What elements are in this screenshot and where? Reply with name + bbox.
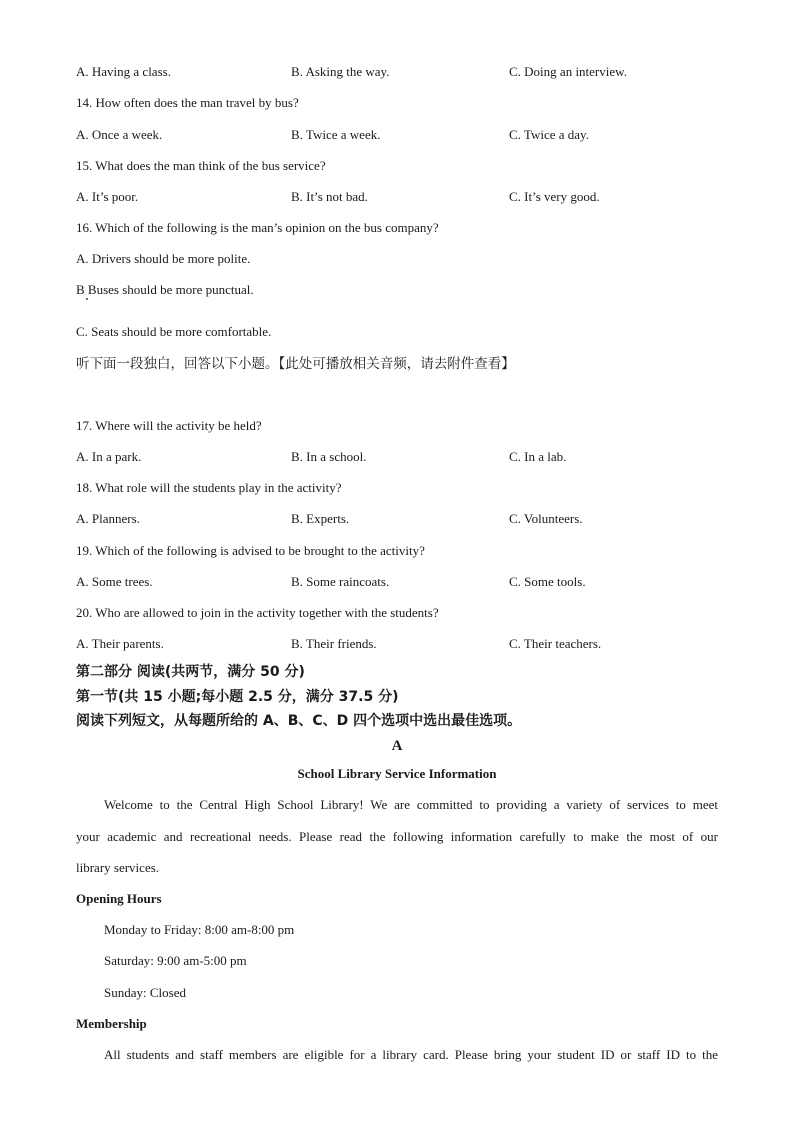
q13-option-b: B. Asking the way.	[291, 64, 390, 79]
q20-option-b: B. Their friends.	[291, 636, 377, 651]
membership-heading: Membership	[76, 1016, 147, 1031]
stray-dot	[86, 298, 88, 300]
q18-option-b: B. Experts.	[291, 511, 350, 526]
passage-title: School Library Service Information	[297, 766, 497, 781]
q13-option-a: A. Having a class.	[76, 64, 171, 79]
q16-option-c: C. Seats should be more comfortable.	[76, 324, 272, 339]
q14-question: 14. How often does the man travel by bus?	[76, 95, 299, 110]
q18-option-a: A. Planners.	[76, 511, 140, 526]
q18-question: 18. What role will the students play in the activity?	[76, 480, 342, 495]
q14-option-a: A. Once a week.	[76, 127, 163, 142]
hours-saturday: Saturday: 9:00 am-5:00 pm	[104, 953, 247, 968]
intro-line-2: your academic and recreational needs. Please read the following information carefully to make the most of our	[76, 829, 718, 844]
q15-option-a: A. It’s poor.	[76, 189, 139, 204]
q15-option-c: C. It’s very good.	[509, 189, 600, 204]
q13-option-c: C. Doing an interview.	[509, 64, 627, 79]
q19-option-a: A. Some trees.	[76, 574, 153, 589]
q15-option-b: B. It’s not bad.	[291, 189, 368, 204]
q17-question: 17. Where will the activity be held?	[76, 418, 262, 433]
section1-title: 第一节(共 15 小题;每小题 2.5 分，满分 37.5 分)	[76, 689, 399, 705]
q14-option-b: B. Twice a week.	[291, 127, 381, 142]
q19-option-c: C. Some tools.	[509, 574, 586, 589]
monologue-instruction: 听下面一段独白，回答以下小题。【此处可播放相关音频，请去附件查看】	[76, 356, 515, 372]
q16-option-a: A. Drivers should be more polite.	[76, 251, 251, 266]
q17-option-c: C. In a lab.	[509, 449, 567, 464]
membership-line: All students and staff members are eligible for a library card. Please bring your student ID or staff ID to the	[104, 1047, 718, 1062]
q17-option-b: B. In a school.	[291, 449, 367, 464]
opening-hours-heading: Opening Hours	[76, 891, 162, 906]
q19-question: 19. Which of the following is advised to be brought to the activity?	[76, 543, 425, 558]
q20-question: 20. Who are allowed to join in the activity together with the students?	[76, 605, 439, 620]
q19-option-b: B. Some raincoats.	[291, 574, 390, 589]
part2-title: 第二部分 阅读(共两节，满分 50 分)	[76, 664, 305, 680]
q16-question: 16. Which of the following is the man’s opinion on the bus company?	[76, 220, 439, 235]
hours-sunday: Sunday: Closed	[104, 985, 186, 1000]
hours-weekdays: Monday to Friday: 8:00 am-8:00 pm	[104, 922, 295, 937]
q20-option-c: C. Their teachers.	[509, 636, 602, 651]
intro-line-1: Welcome to the Central High School Library! We are committed to providing a variety of services to meet	[104, 797, 718, 812]
q14-option-c: C. Twice a day.	[509, 127, 589, 142]
q20-option-a: A. Their parents.	[76, 636, 164, 651]
q16-option-b: B Buses should be more punctual.	[76, 282, 254, 297]
q18-option-c: C. Volunteers.	[509, 511, 583, 526]
q17-option-a: A. In a park.	[76, 449, 142, 464]
reading-instruction: 阅读下列短文，从每题所给的 A、B、C、D 四个选项中选出最佳选项。	[76, 713, 522, 729]
q15-question: 15. What does the man think of the bus service?	[76, 158, 326, 173]
intro-line-3: library services.	[76, 860, 160, 875]
passage-letter: A	[391, 738, 403, 754]
